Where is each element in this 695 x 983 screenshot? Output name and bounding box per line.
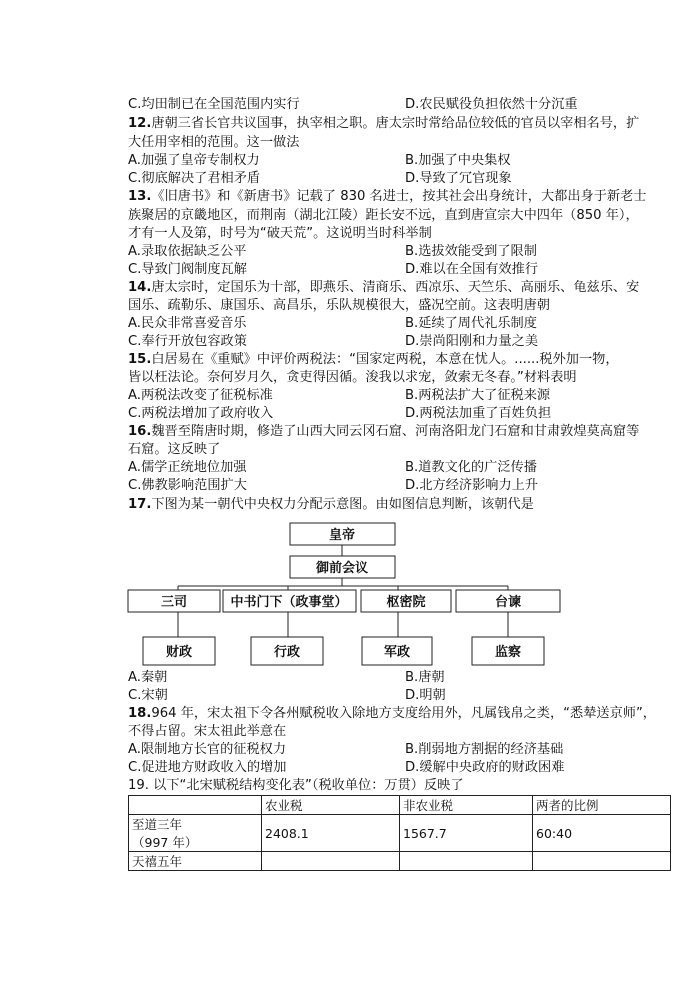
option-d: D.难以在全国有效推行 [405, 262, 539, 277]
q17-text: 下图为某一朝代中央权力分配示意图。由如图信息判断，该朝代是 [151, 497, 534, 512]
table-row [129, 815, 671, 852]
option-a: A.限制地方长官的征税权力 [128, 742, 287, 757]
q15-text: 白居易在《重赋》中评价两税法：“国家定两税，本意在忧人。......税外加一物， [151, 352, 619, 367]
q19-stem: 19. 以下“北宋赋税结构变化表”（税收单位：万贯）反映了 [128, 778, 464, 793]
option-b: B.选拔效能受到了限制 [405, 244, 537, 259]
emperor-label: 皇帝 [328, 528, 356, 543]
option-a: A.加强了皇帝专制权力 [128, 153, 260, 168]
q16-stem-line2: 石窟。这反映了 [128, 442, 221, 457]
option-a: A.民众非常喜爱音乐 [128, 316, 247, 331]
option-d: D.明朝 [405, 688, 446, 703]
admin-label: 行政 [273, 645, 301, 660]
q12-number: 12. [128, 116, 152, 131]
q13-stem-line2: 族聚居的京畿地区，而荆南（湖北江陵）距长安不远，直到唐宣宗大中四年（850 年）， [128, 208, 639, 223]
q18-options-ab [128, 741, 673, 758]
option-c: C.佛教影响范围扩大 [128, 478, 247, 493]
supervision-label: 监察 [494, 645, 522, 660]
option-b: B.延续了周代礼乐制度 [405, 316, 537, 331]
military-label: 军政 [383, 645, 411, 660]
option-d: D.两税法加重了百姓负担 [405, 406, 552, 421]
option-a: A.两税法改变了征税标准 [128, 388, 273, 403]
option-d: D.农民赋役负担依然十分沉重 [405, 97, 578, 112]
q17-options-cd [128, 687, 673, 704]
council-label: 御前会议 [315, 561, 369, 576]
shumi-label: 枢密院 [386, 595, 426, 610]
option-d: D.崇尚阳刚和力量之美 [405, 334, 539, 349]
option-d: D.导致了冗官现象 [405, 171, 512, 186]
agri-tax-cell [262, 852, 400, 871]
q18-stem-line2: 不得占留。宋太祖此举意在 [128, 724, 287, 739]
option-c: C.导致门阀制度瓦解 [128, 262, 247, 277]
q18-stem-line1 [128, 705, 656, 722]
q17-number: 17. [128, 497, 152, 512]
row-label-line2: （997 年） [132, 835, 198, 850]
option-a: A.录取依据缺乏公平 [128, 244, 247, 259]
table-header-cell: 非农业税 [400, 796, 533, 815]
zhongshu-label: 中书门下（政事堂） [230, 595, 348, 610]
q18-number: 18. [128, 706, 152, 721]
option-b: B.唐朝 [405, 670, 445, 685]
q15-stem-line2: 皆以枉法论。奈何岁月久，贪吏得因循。浚我以求宠，敛索无冬春。”材料表明 [128, 370, 577, 385]
taijian-label: 台谏 [494, 595, 522, 610]
option-c: C.奉行开放包容政策 [128, 334, 247, 349]
option-b: B.两税法扩大了征税来源 [405, 388, 551, 403]
option-c: C.均田制已在全国范围内实行 [128, 97, 300, 112]
q13-stem-line3: 才有一人及第，时号为“破天荒”。这说明当时科举制 [128, 226, 432, 241]
option-b: B.削弱地方割据的经济基础 [405, 742, 564, 757]
q15-number: 15. [128, 352, 152, 367]
q12-stem-line2: 大任用宰相的范围。这一做法 [128, 135, 300, 150]
option-c: C.促进地方财政收入的增加 [128, 760, 287, 775]
q17-options-ab [128, 669, 673, 686]
q14-stem-line2: 国乐、疏勒乐、康国乐、高昌乐，乐队规模很大，盛况空前。这表明唐朝 [128, 298, 550, 313]
agri-tax-cell: 2408.1 [262, 815, 400, 852]
option-b: B.加强了中央集权 [405, 153, 511, 168]
table-header-cell: 两者的比例 [533, 796, 671, 815]
q14-number: 14. [128, 280, 152, 295]
finance-label: 财政 [165, 645, 193, 660]
q12-text: 唐朝三省长官共议国事，执宰相之职。唐太宗时常给品位较低的官员以宰相名号，扩 [151, 116, 640, 131]
row-label-line1: 至道三年 [132, 817, 183, 832]
q16-number: 16. [128, 424, 152, 439]
table-header-cell [129, 796, 262, 815]
option-d: D.北方经济影响力上升 [405, 478, 539, 493]
option-c: C.两税法增加了政府收入 [128, 406, 274, 421]
table-row [129, 852, 671, 871]
q18-text: 964 年，宋太祖下令各州赋税收入除地方支度给用外，凡属钱帛之类，“悉辇送京师”， [151, 706, 656, 721]
option-c: C.宋朝 [128, 688, 168, 703]
option-a: A.秦朝 [128, 670, 168, 685]
q18-options-cd [128, 759, 673, 776]
option-d: D.缓解中央政府的财政困难 [405, 760, 565, 775]
option-c: C.彻底解决了君相矛盾 [128, 171, 261, 186]
table-row-label [129, 815, 262, 852]
option-b: B.道教文化的广泛传播 [405, 460, 537, 475]
ratio-cell [533, 852, 671, 871]
nonagri-tax-cell: 1567.7 [400, 815, 533, 852]
table-header-row [129, 796, 671, 815]
q13-text: 《旧唐书》和《新唐书》记载了 830 名进士，按其社会出身统计，大都出身于新老士 [151, 189, 647, 204]
q14-text: 唐太宗时，定国乐为十部，即燕乐、清商乐、西凉乐、天竺乐、高丽乐、龟兹乐、安 [151, 280, 640, 295]
table-header-cell: 农业税 [262, 796, 400, 815]
ratio-cell: 60:40 [533, 815, 671, 852]
option-a: A.儒学正统地位加强 [128, 460, 247, 475]
q16-text: 魏晋至隋唐时期，修造了山西大同云冈石窟、河南洛阳龙门石窟和甘肃敦煌莫高窟等 [151, 424, 640, 439]
table-row-label: 天禧五年 [129, 852, 262, 871]
sansi-label: 三司 [160, 595, 188, 610]
tax-structure-table [128, 795, 671, 871]
nonagri-tax-cell [400, 852, 533, 871]
q13-number: 13. [128, 189, 152, 204]
